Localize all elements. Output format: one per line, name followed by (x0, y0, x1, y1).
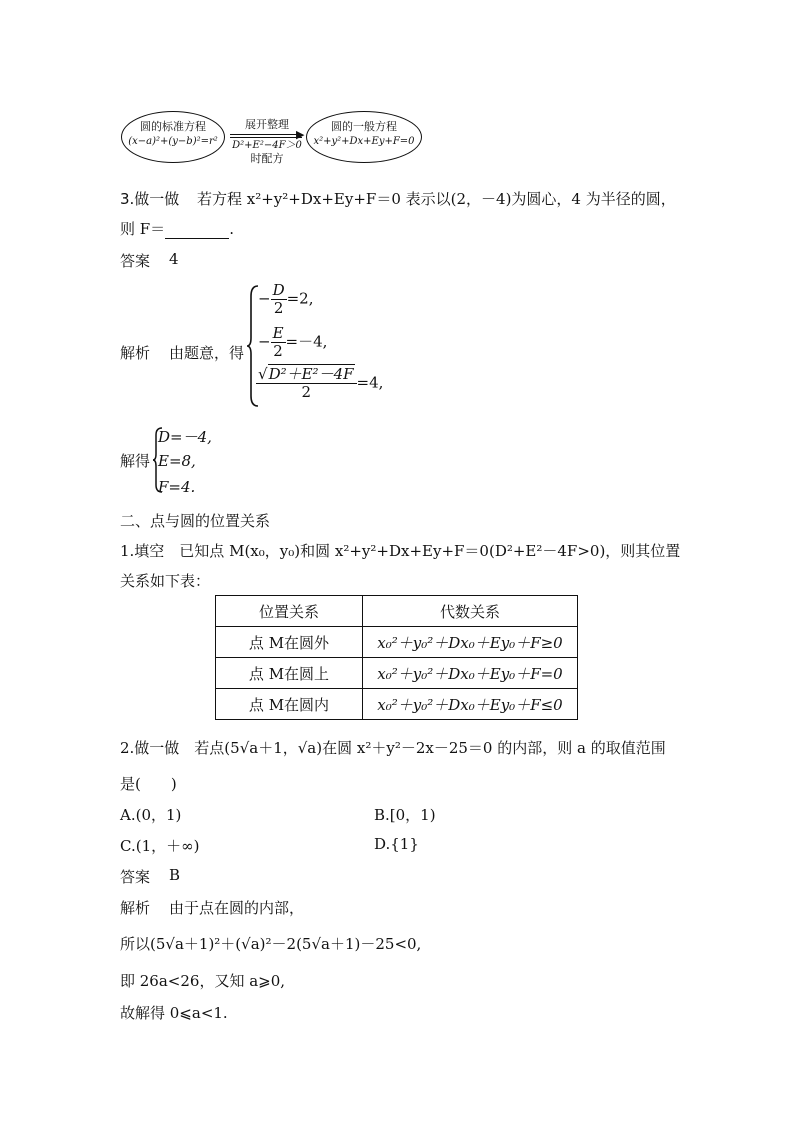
q2-line1: 2.做一做 若点(5√a＋1，√a)在圆 x²＋y²－2x－25＝0 的内部，则 a 的取值范围 (120, 739, 666, 757)
section2-fill-line1: 1.填空 已知点 M(x₀，y₀)和圆 x²+y²+Dx+Ey+F＝0(D²+E²－4F>0)，则其位置 (120, 542, 681, 560)
standard-equation-formula: (x−a)²+(y−b)²=r² (128, 136, 218, 147)
arrow-line-bottom (230, 137, 302, 138)
table-cell: x₀²＋y₀²＋Dx₀＋Ey₀＋F≥0 (363, 627, 578, 658)
q3-text-prefix: 则 F＝ (120, 220, 166, 238)
table-row (216, 658, 578, 689)
q2-answer-value: B (169, 866, 181, 884)
standard-equation-title: 圆的标准方程 (140, 120, 206, 133)
q3-head: 3.做一做 (120, 190, 180, 208)
system2-eq2: E=8, (158, 452, 196, 470)
q2-step1: 所以(5√a＋1)²＋(√a)²－2(5√a＋1)－25<0, (120, 935, 422, 953)
table-header-cell: 代数关系 (363, 596, 578, 627)
table-cell: 点 M在圆上 (216, 658, 363, 689)
general-equation-title: 圆的一般方程 (331, 120, 397, 133)
table-row (216, 627, 578, 658)
system1-eq1: − $\frac{D}{2}$ =2, (258, 281, 314, 317)
q3-text-suffix: . (229, 220, 234, 238)
section2-fill-line2: 关系如下表： (120, 572, 211, 590)
table-cell: 点 M在圆内 (216, 689, 363, 720)
arrow-top-label: 展开整理 (245, 118, 289, 131)
q3-solve-label: 解得 (120, 452, 151, 470)
table-cell: 点 M在圆外 (216, 627, 363, 658)
system1-eq3: $\frac{\text{√D²＋E²－4F}}{2}$ =4, (258, 365, 384, 401)
q3-text-line2 (120, 218, 234, 239)
table-cell: x₀²＋y₀²＋Dx₀＋Ey₀＋F=0 (363, 658, 578, 689)
arrow-line-top (230, 134, 302, 135)
q3-text-line1: 若方程 x²+y²+Dx+Ey+F＝0 表示以(2，－4)为圆心，4 为半径的圆， (197, 190, 676, 208)
q2-line2: 是( ) (120, 775, 177, 793)
table-header-row (216, 596, 578, 627)
q2-option-c: C.(1，＋∞) (120, 837, 200, 855)
system1-eq2: − $\frac{E}{2}$ =－4, (258, 324, 328, 360)
table-header-cell: 位置关系 (216, 596, 363, 627)
q2-option-a: A.(0，1) (120, 806, 182, 824)
q2-analysis-label: 解析 (120, 899, 151, 917)
arrow-condition-label: D²+E²−4F＞0 (232, 140, 302, 151)
q2-analysis-text: 由于点在圆的内部， (169, 899, 305, 917)
q3-answer-label: 答案 (120, 252, 151, 270)
table-cell: x₀²＋y₀²＋Dx₀＋Ey₀＋F≤0 (363, 689, 578, 720)
arrow-head: ▶ (296, 128, 305, 141)
section2-heading: 二、点与圆的位置关系 (120, 512, 271, 530)
q2-option-d: D.{1} (374, 835, 419, 853)
position-relation-table (215, 595, 578, 720)
system2-eq1: D=－4, (158, 428, 212, 446)
q2-option-b: B.[0，1) (374, 806, 436, 824)
q3-answer-blank (165, 224, 229, 239)
q2-step3: 故解得 0⩽a<1. (120, 1004, 228, 1022)
q2-answer-label: 答案 (120, 868, 151, 886)
q3-answer-value: 4 (169, 250, 179, 268)
table-row (216, 689, 578, 720)
q2-step2: 即 26a<26，又知 a⩾0, (120, 972, 286, 990)
q3-analysis-text: 由题意，得 (169, 344, 245, 362)
q3-analysis-label: 解析 (120, 344, 151, 362)
general-equation-formula: x²+y²+Dx+Ey+F=0 (313, 136, 415, 147)
system2-eq3: F=4. (158, 478, 196, 496)
arrow-bottom-label: 时配方 (250, 152, 284, 165)
